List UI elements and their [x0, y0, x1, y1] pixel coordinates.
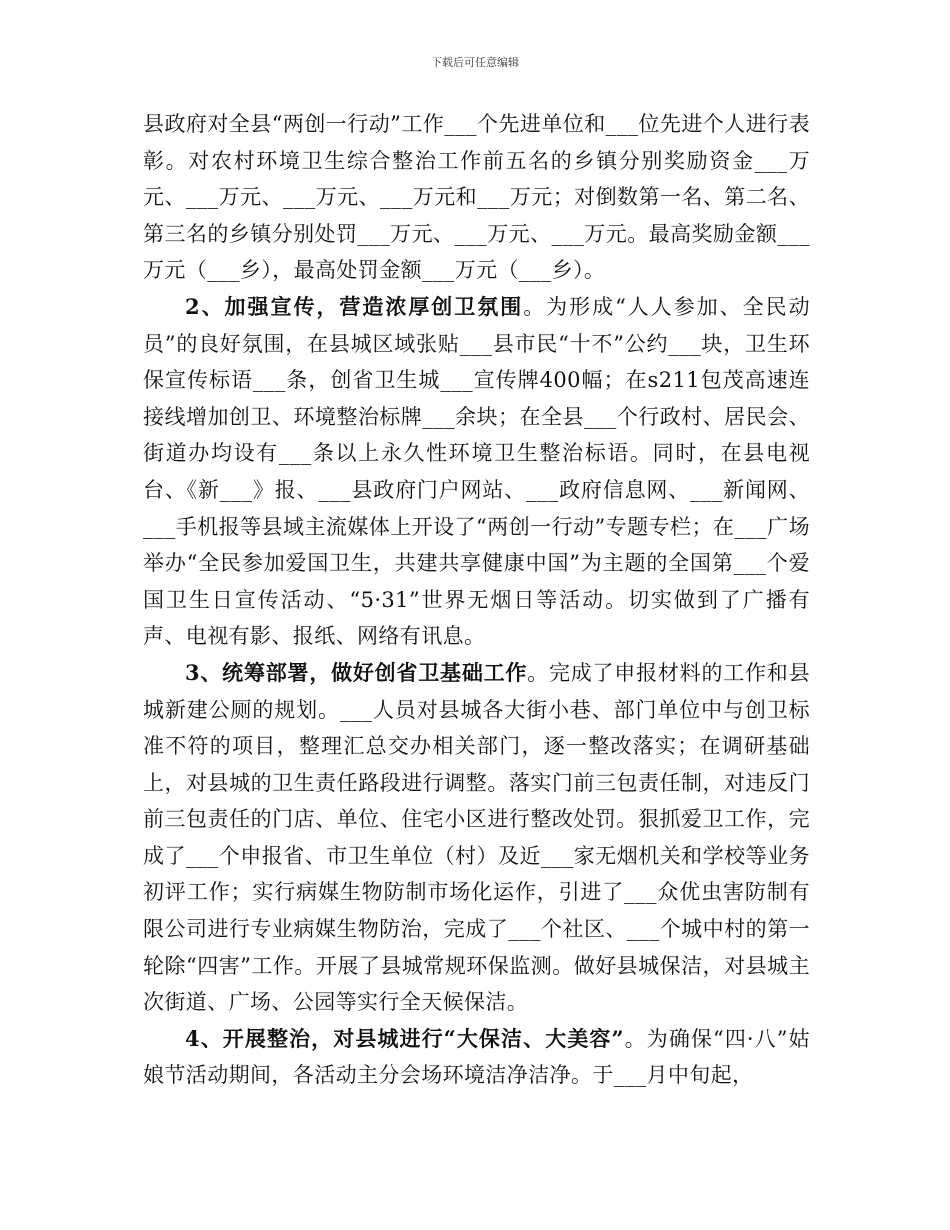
paragraph-2-heading: 2、加强宣传，营造浓厚创卫氛围	[185, 293, 524, 319]
document-body	[143, 106, 810, 1094]
paragraph-1	[143, 106, 810, 289]
paragraph-3	[143, 655, 810, 1021]
paragraph-4	[143, 1021, 810, 1094]
paragraph-3-text: 。完成了申报材料的工作和县城新建公厕的规划。___人员对县城各大街小巷、部门单位中与创卫标准不符的项目，整理汇总交办相关部门，逐一整改落实；在调研基础上，对县城的卫生责任路段进行调整。落实门前三包责任制，对违反门前三包责任的门店、单位、住宅小区进行整改处罚。狠抓爱卫工作，完成了___个申报省、市卫生单位（村）及近___家无烟机关和学校等业务初评工作；实行病媒生物防制市场化运作，引进了___众优虫害防制有限公司进行专业病媒生物防治，完成了___个社区、___个城中村的第一轮除“四害”工作。开展了县城常规环保监测。做好县城保洁，对县城主次街道、广场、公园等实行全天候保洁。	[143, 660, 810, 1015]
paragraph-3-heading: 3、统筹部署，做好创省卫基础工作	[185, 659, 528, 685]
paragraph-2-text: 。为形成“人人参加、全民动员”的良好氛围，在县城区域张贴___县市民“十不”公约___块，卫生环保宣传标语___条，创省卫生城___宣传牌400幅；在s211包茂高速连接线增加创卫、环境整治标牌___余块；在全县___个行政村、居民会、街道办均设有___条以上永久性环境卫生整治标语。同时，在县电视台、《新___》报、___县政府门户网站、___政府信息网、___新闻网、___手机报等县域主流媒体上开设了“两创一行动”专题专栏；在___广场举办“全民参加爱国卫生，共建共享健康中国”为主题的全国第___个爱国卫生日宣传活动、“5·31”世界无烟日等活动。切实做到了广播有声、电视有影、报纸、网络有讯息。	[143, 294, 810, 649]
paragraph-4-heading: 4、开展整治，对县城进行“大保洁、大美容”	[185, 1025, 624, 1051]
paragraph-4-text: 。为确保“四·八”姑娘节活动期间，各活动主分会场环境洁净洁净。于___月中旬起，	[143, 1026, 810, 1088]
paragraph-2	[143, 289, 810, 655]
page-header: 下载后可任意编辑	[431, 56, 519, 69]
paragraph-1-text: 县政府对全县“两创一行动”工作___个先进单位和___位先进个人进行表彰。对农村环境卫生综合整治工作前五名的乡镇分别奖励资金___万元、___万元、___万元、___万元和___万元；对倒数第一名、第二名、第三名的乡镇分别处罚___万元、___万元、___万元。最高奖励金额___万元（___乡），最高处罚金额___万元（___乡）。	[143, 112, 810, 283]
